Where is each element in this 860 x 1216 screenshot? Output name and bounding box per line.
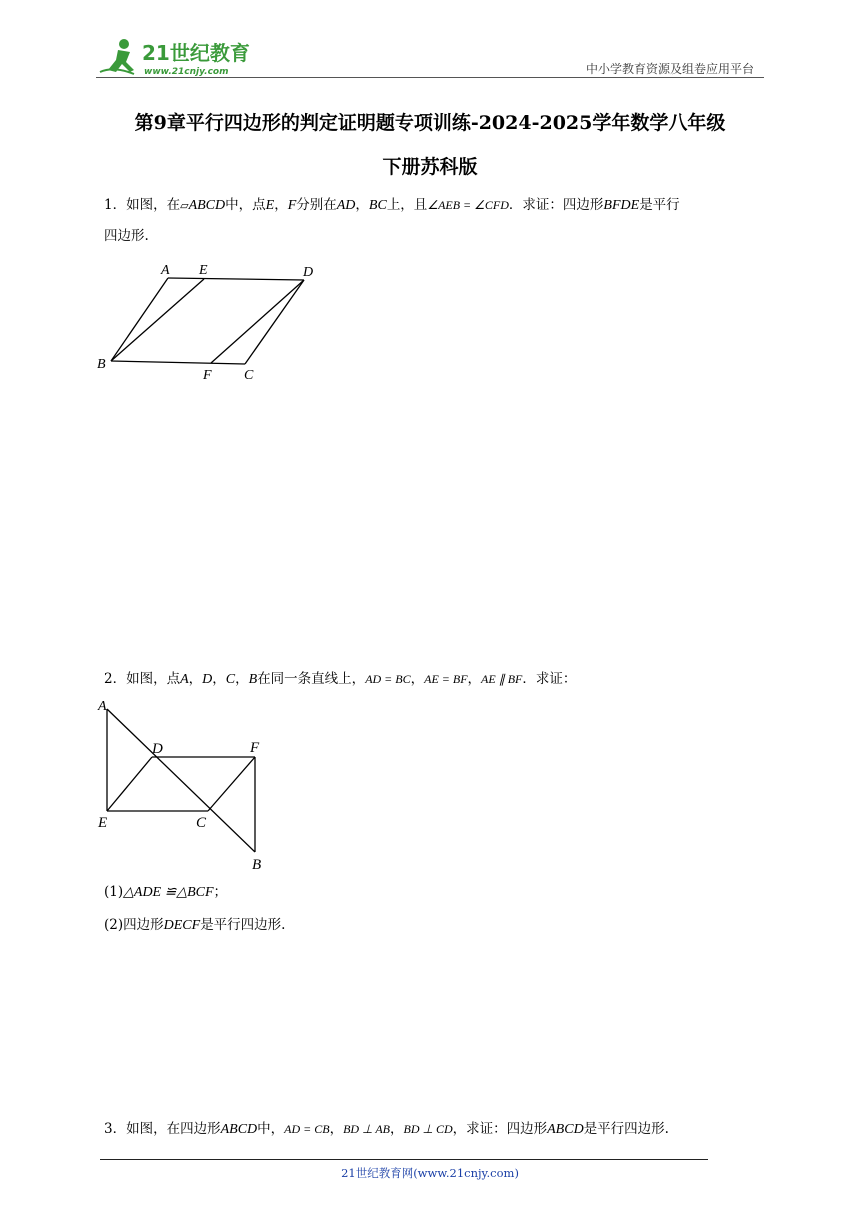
logo-url: www.21cnjy.com xyxy=(144,67,229,77)
label-c: C xyxy=(196,815,207,831)
label-d: D xyxy=(152,741,163,757)
label-e: E xyxy=(199,263,208,278)
label-e: E xyxy=(98,815,108,831)
label-b: B xyxy=(252,857,262,873)
header-platform-text: 中小学教育资源及组卷应用平台 xyxy=(585,62,754,76)
label-a: A xyxy=(161,263,170,278)
question-2-sub-1: (1)△ADE ≌△BCF； xyxy=(104,884,228,900)
figure-1-parallelogram xyxy=(94,258,334,388)
page-title-line2: 下册苏科版 xyxy=(382,156,478,178)
question-2-sub-2: (2)四边形DECF是平行四边形. xyxy=(104,917,286,933)
label-f: F xyxy=(250,740,260,756)
label-c: C xyxy=(244,368,254,383)
page-title-line1: 第9章平行四边形的判定证明题专项训练-2024-2025学年数学八年级 xyxy=(134,112,726,134)
logo-text: 21世纪教育 xyxy=(142,41,250,65)
label-b: B xyxy=(97,357,106,372)
footer-divider xyxy=(100,1159,708,1160)
header-divider xyxy=(96,77,764,78)
question-3-text: 3．如图，在四边形ABCD中，AD = CB，BD ⊥ AB，BD ⊥ CD，求证：四边形ABCD是平行四边形. xyxy=(104,1121,669,1137)
question-1-text: 1．如图，在▱ABCD中，点E，F分别在AD，BC上，且∠AEB = ∠CFD．求证：四边形BFDE是平行 四边形. xyxy=(104,197,680,244)
label-a: A xyxy=(98,699,107,714)
logo-runner-icon xyxy=(94,36,264,80)
parallelogram-icon: ▱ xyxy=(180,199,189,212)
label-f: F xyxy=(203,368,212,383)
site-logo xyxy=(94,36,264,80)
label-d: D xyxy=(303,265,314,280)
footer-link[interactable]: 21世纪教育网(www.21cnjy.com) xyxy=(341,1166,519,1180)
figure-2-diagram xyxy=(94,694,274,874)
question-2-text: 2．如图，点A，D，C，B在同一条直线上，AD = BC，AE = BF，AE ∥ BF．求证： xyxy=(104,671,577,687)
